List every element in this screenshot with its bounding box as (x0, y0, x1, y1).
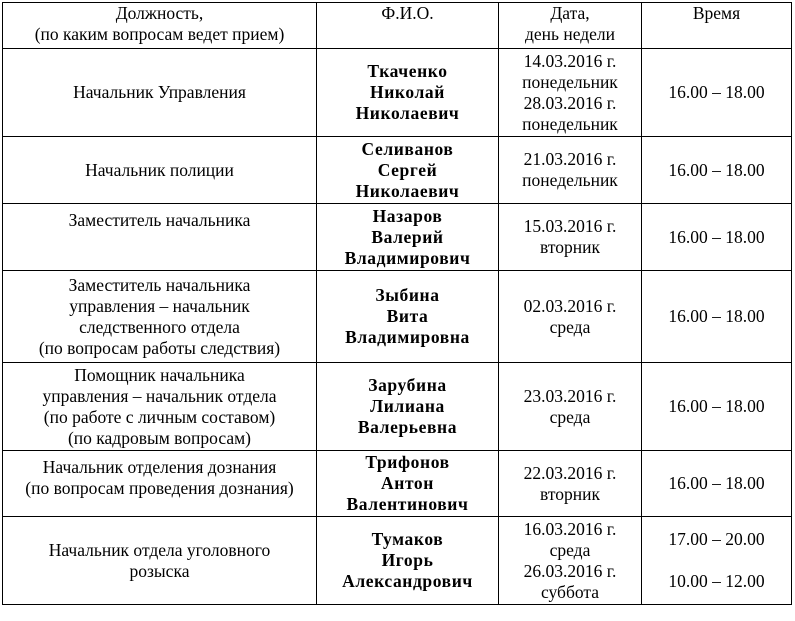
cell-text-line: управления – начальник (69, 295, 250, 316)
name-cell (317, 137, 499, 204)
cell-text-line: Игорь (381, 550, 434, 570)
cell-text-line: Сергей (377, 159, 438, 180)
cell-text-line: среда (549, 406, 591, 427)
position-cell (3, 204, 317, 271)
cell-text-line: Владимировна (345, 327, 470, 347)
table-row (3, 137, 792, 204)
cell-text-line: Заместитель начальника (68, 210, 251, 230)
time-cell (642, 204, 792, 271)
header-date (499, 3, 642, 49)
cell-text-line: 16.00 – 18.00 (668, 396, 765, 416)
table-row (3, 271, 792, 363)
cell-text-line: понедельник (522, 170, 618, 190)
cell-text-line: Начальник полиции (85, 159, 234, 180)
header-position (3, 3, 317, 49)
cell-text-line: управления – начальник отдела (42, 385, 277, 406)
cell-text-line: суббота (540, 581, 599, 602)
cell-text-line: 17.00 – 20.00 (668, 529, 765, 549)
table-row (3, 363, 792, 451)
cell-text-line: 16.03.2016 г. (523, 518, 617, 539)
cell-text-line: понедельник (522, 71, 618, 92)
header-name (317, 3, 499, 49)
cell-text-line: Трифонов (365, 452, 450, 472)
cell-text-line: 23.03.2016 г. (523, 385, 617, 406)
table-row (3, 517, 792, 605)
cell-text-line: Антон (381, 473, 434, 493)
cell-text-line: Ф.И.О. (381, 3, 434, 23)
position-cell (3, 49, 317, 137)
cell-text-line: 22.03.2016 г. (523, 462, 617, 483)
cell-text-line: Зыбина (375, 285, 440, 305)
cell-text-line: Должность, (115, 3, 204, 23)
date-cell (499, 517, 642, 605)
cell-text-line: среда (549, 539, 591, 560)
cell-text-line: Вита (386, 306, 429, 326)
position-cell (3, 451, 317, 517)
cell-text-line: Начальник Управления (73, 82, 246, 102)
name-cell (317, 451, 499, 517)
cell-text-line: 16.00 – 18.00 (668, 473, 765, 493)
table-row (3, 204, 792, 271)
cell-text-line: розыска (129, 560, 190, 581)
cell-text-line: Николаевич (355, 103, 460, 123)
time-cell (642, 451, 792, 517)
cell-text-line: Валентинович (346, 494, 469, 514)
cell-text-line: 02.03.2016 г. (523, 295, 617, 316)
time-cell (642, 363, 792, 451)
cell-text-line: 10.00 – 12.00 (668, 571, 765, 591)
time-cell (642, 49, 792, 137)
cell-text-line: понедельник (522, 113, 618, 134)
name-cell (317, 271, 499, 363)
cell-text-line: Александрович (342, 571, 473, 591)
name-cell (317, 204, 499, 271)
table-row (3, 49, 792, 137)
time-cell (642, 137, 792, 204)
table-row (3, 451, 792, 517)
cell-text-line: (по кадровым вопросам) (67, 427, 252, 448)
cell-text-line: вторник (540, 483, 600, 504)
cell-text-line: Время (692, 3, 741, 23)
date-cell (499, 49, 642, 137)
cell-text-line: вторник (540, 237, 600, 257)
cell-text-line: Заместитель начальника (68, 274, 251, 295)
cell-text-line: Помощник начальника (74, 364, 245, 385)
cell-text-line: 16.00 – 18.00 (668, 226, 765, 247)
date-cell (499, 204, 642, 271)
cell-text-line: (по работе с личным составом) (43, 406, 276, 427)
header-row (3, 3, 792, 49)
position-cell (3, 517, 317, 605)
date-cell (499, 137, 642, 204)
cell-text-line: день недели (524, 24, 616, 44)
cell-text-line: Тумаков (371, 529, 444, 549)
cell-text-line: 14.03.2016 г. (523, 50, 617, 71)
cell-text-line: Владимирович (344, 247, 471, 268)
time-cell (642, 271, 792, 363)
cell-text-line: (по каким вопросам ведет прием) (34, 24, 285, 44)
cell-text-line: 26.03.2016 г. (523, 560, 617, 581)
cell-text-line: Назаров (372, 205, 443, 226)
cell-text-line: 21.03.2016 г. (523, 149, 617, 169)
date-cell (499, 451, 642, 517)
cell-text-line: Николай (370, 82, 445, 102)
cell-text-line: Дата, (550, 3, 590, 23)
line-spacer (646, 550, 787, 571)
name-cell (317, 363, 499, 451)
cell-text-line: 15.03.2016 г. (523, 216, 617, 236)
cell-text-line: следственного отдела (79, 316, 240, 337)
position-cell (3, 137, 317, 204)
cell-text-line: 28.03.2016 г. (523, 92, 617, 113)
cell-text-line: (по вопросам проведения дознания) (25, 478, 294, 498)
header-time (642, 3, 792, 49)
cell-text-line: Валерьевна (357, 417, 458, 437)
position-cell (3, 271, 317, 363)
date-cell (499, 271, 642, 363)
cell-text-line: среда (549, 316, 591, 337)
date-cell (499, 363, 642, 451)
cell-text-line: 16.00 – 18.00 (668, 159, 765, 180)
cell-text-line: Начальник отдела уголовного (48, 539, 271, 560)
cell-text-line: Селиванов (361, 138, 454, 159)
cell-text-line: Начальник отделения дознания (42, 457, 277, 477)
cell-text-line: Лилиана (370, 396, 445, 416)
cell-text-line: 16.00 – 18.00 (668, 306, 765, 326)
cell-text-line: Николаевич (355, 180, 460, 201)
cell-text-line: (по вопросам работы следствия) (38, 337, 281, 358)
cell-text-line: 16.00 – 18.00 (668, 82, 765, 102)
name-cell (317, 49, 499, 137)
name-cell (317, 517, 499, 605)
cell-text-line: Ткаченко (367, 61, 448, 81)
position-cell (3, 363, 317, 451)
time-cell (642, 517, 792, 605)
cell-text-line: Зарубина (368, 375, 447, 395)
reception-schedule-table (2, 2, 792, 605)
cell-text-line: Валерий (371, 226, 444, 247)
